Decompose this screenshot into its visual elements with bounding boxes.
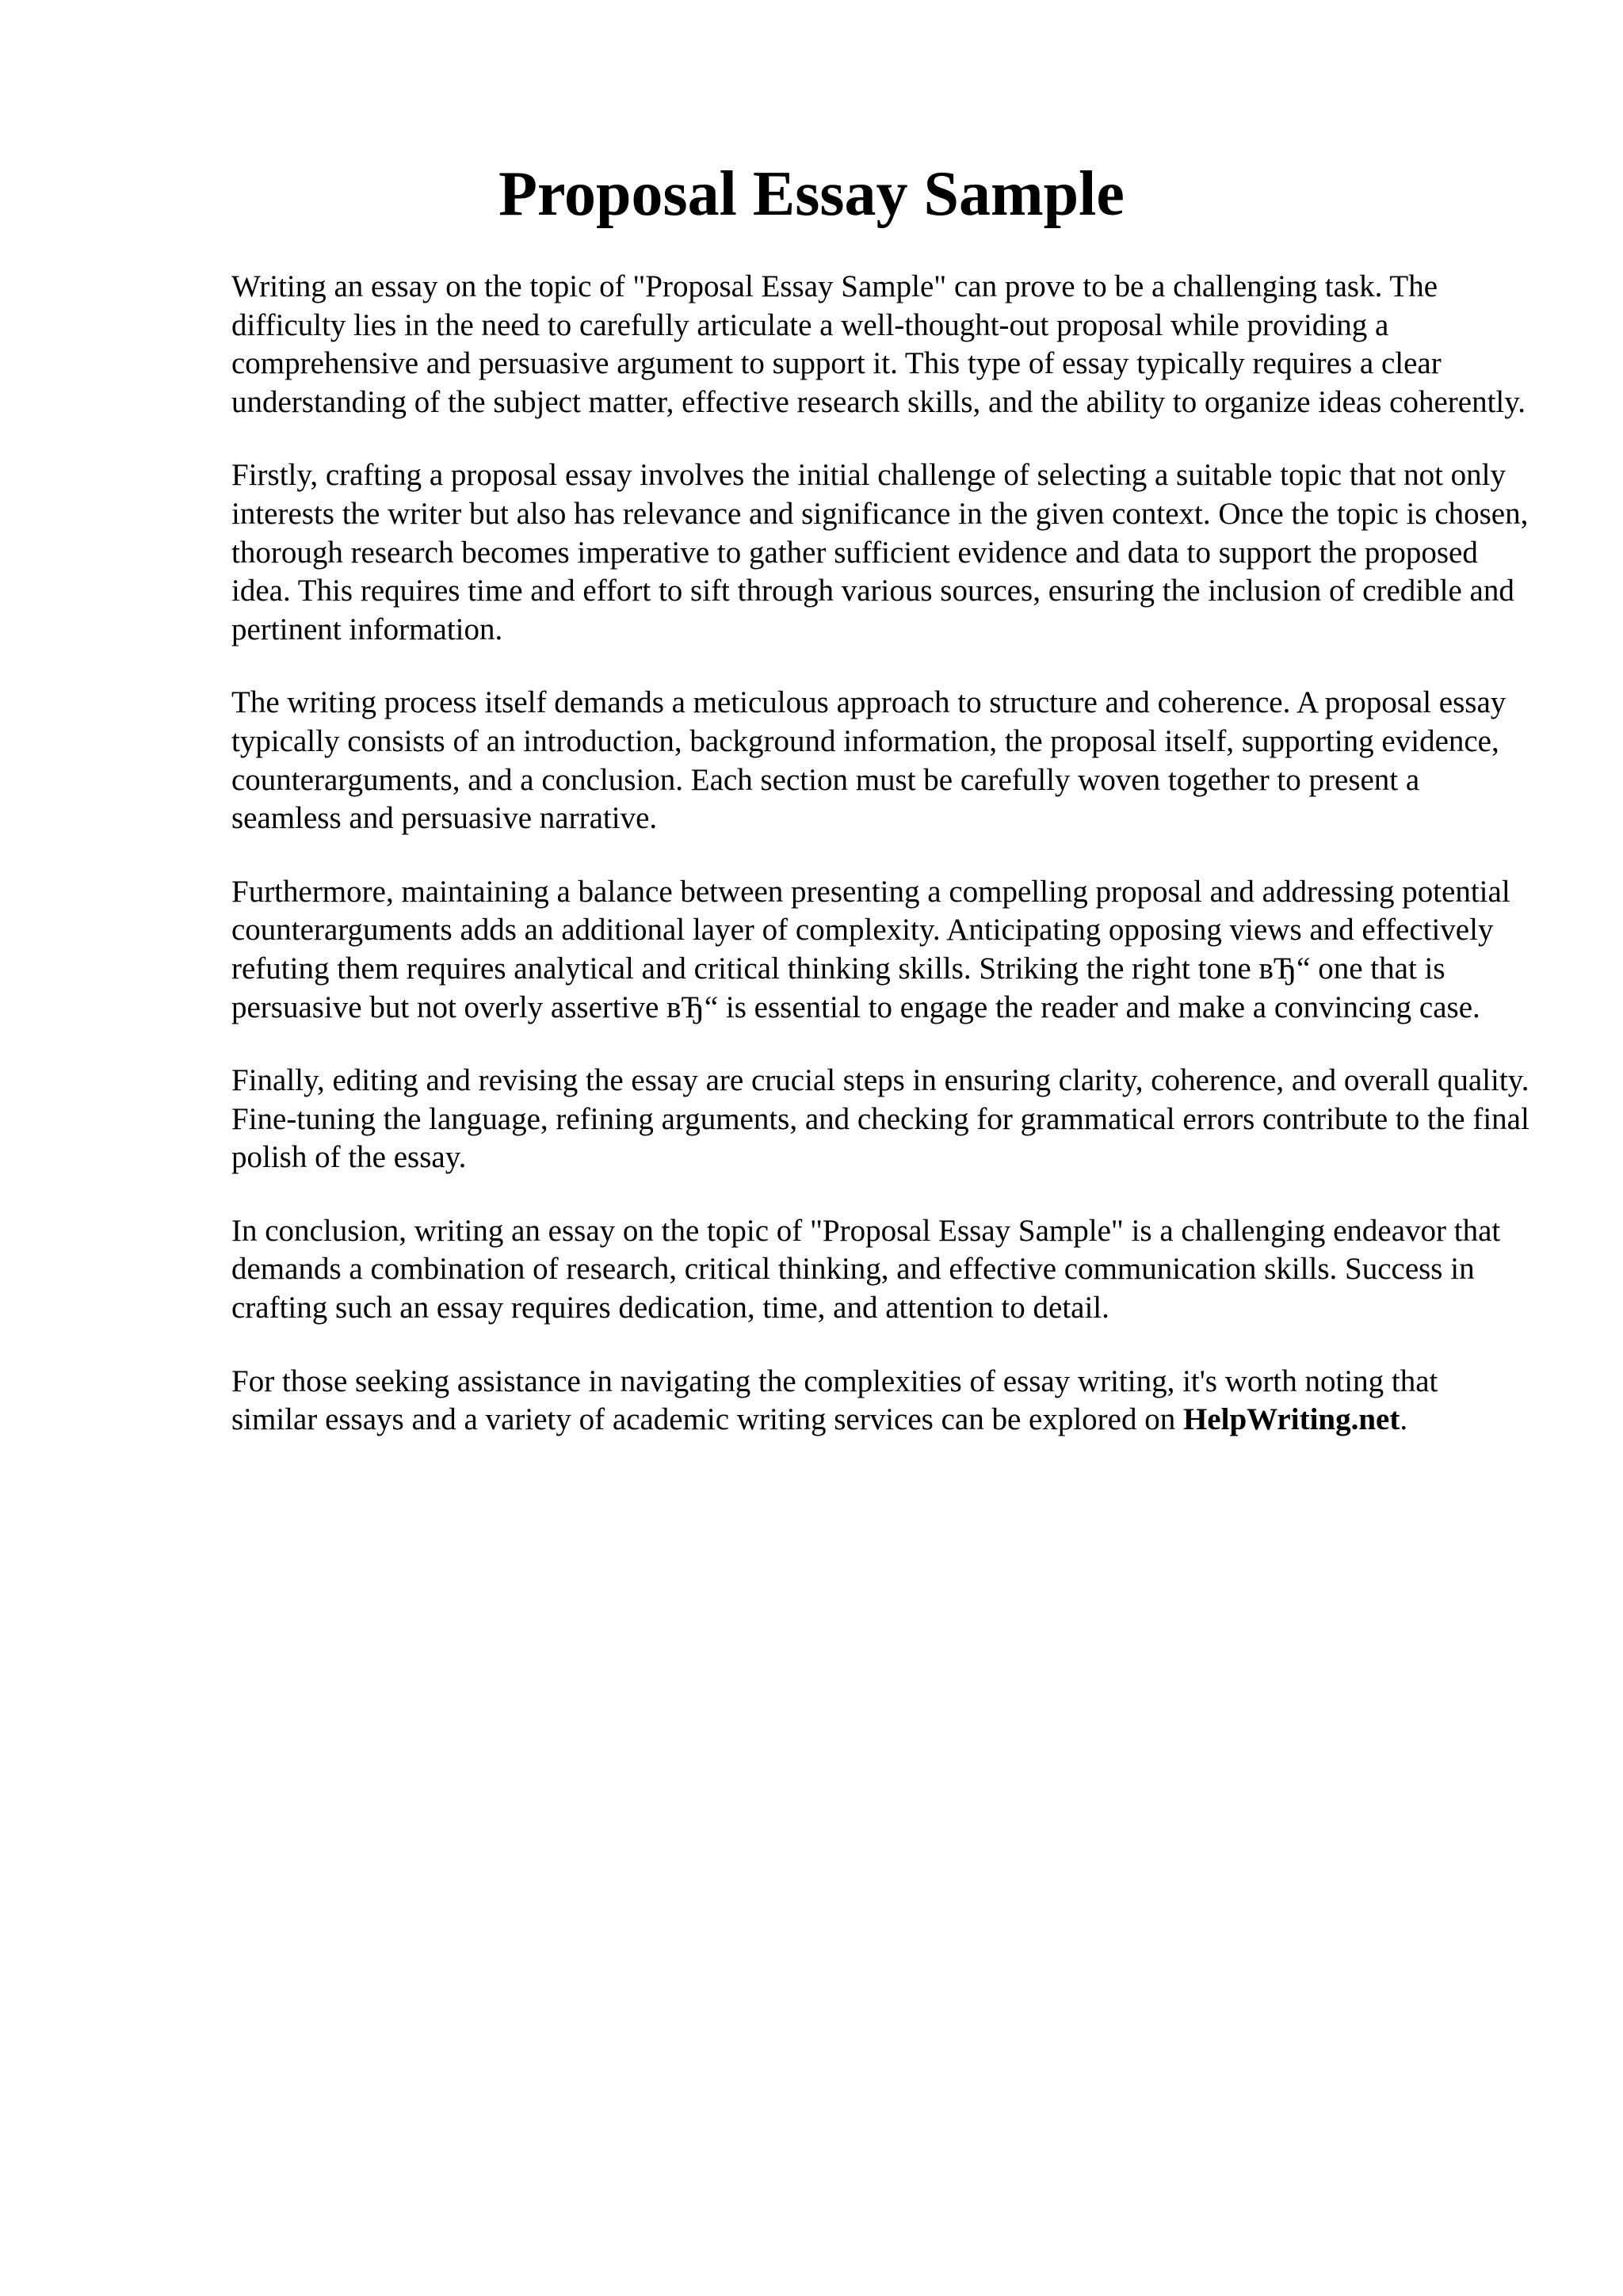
- paragraph-conclusion: In conclusion, writing an essay on the topic of "Proposal Essay Sample" is a challenging endeavor that demands a combination of research, critical thinking, and effective communication skills. Success in crafting such an essay requires dedication, time, and attention to detail.: [231, 1213, 1501, 1325]
- document-body: [231, 268, 1531, 1474]
- closing-period: .: [1400, 1402, 1408, 1437]
- paragraph-closing: [231, 1363, 1531, 1440]
- paragraph-topic-selection: Firstly, crafting a proposal essay involves the initial challenge of selecting a suitable topic that not only interests the writer but also has relevance and significance in the given context. Once the topic is chosen, thorough research becomes imperative to gather sufficient evidence and data to support the proposed idea. This requires time and effort to sift through various sources, ensuring the inclusion of credible and pertinent information.: [231, 458, 1529, 646]
- paragraph-intro: Writing an essay on the topic of "Proposal Essay Sample" can prove to be a challenging task. The difficulty lies in the need to carefully articulate a well-thought-out proposal while providing a comprehensive and persuasive argument to support it. This type of essay typically requires a clear understanding of the subject matter, effective research skills, and the ability to organize ideas coherently.: [231, 269, 1526, 419]
- page-title: Proposal Essay Sample: [498, 159, 1125, 229]
- helpwriting-link[interactable]: HelpWriting.net: [1182, 1402, 1400, 1437]
- paragraph-counterarguments: Furthermore, maintaining a balance between presenting a compelling proposal and addressing potential counterarguments adds an additional layer of complexity. Anticipating opposing views and effectively refuting them requires analytical and critical thinking skills. Striking the right tone вЂ“ one that is persuasive but not overly assertive вЂ“ is essential to engage the reader and make a convincing case.: [231, 874, 1510, 1024]
- paragraph-writing-process: The writing process itself demands a meticulous approach to structure and coherence. A proposal essay typically consists of an introduction, background information, the proposal itself, supporting evidence, counterarguments, and a conclusion. Each section must be carefully woven together to present a seamless and persuasive narrative.: [231, 685, 1507, 836]
- paragraph-editing: Finally, editing and revising the essay are crucial steps in ensuring clarity, coherence, and overall quality. Fine-tuning the language, refining arguments, and checking for grammatical errors contribute to the final polish of the essay.: [231, 1063, 1529, 1175]
- closing-text: For those seeking assistance in navigating the complexities of essay writing, it's worth noting that similar essays and a variety of academic writing services can be explored on: [231, 1363, 1438, 1437]
